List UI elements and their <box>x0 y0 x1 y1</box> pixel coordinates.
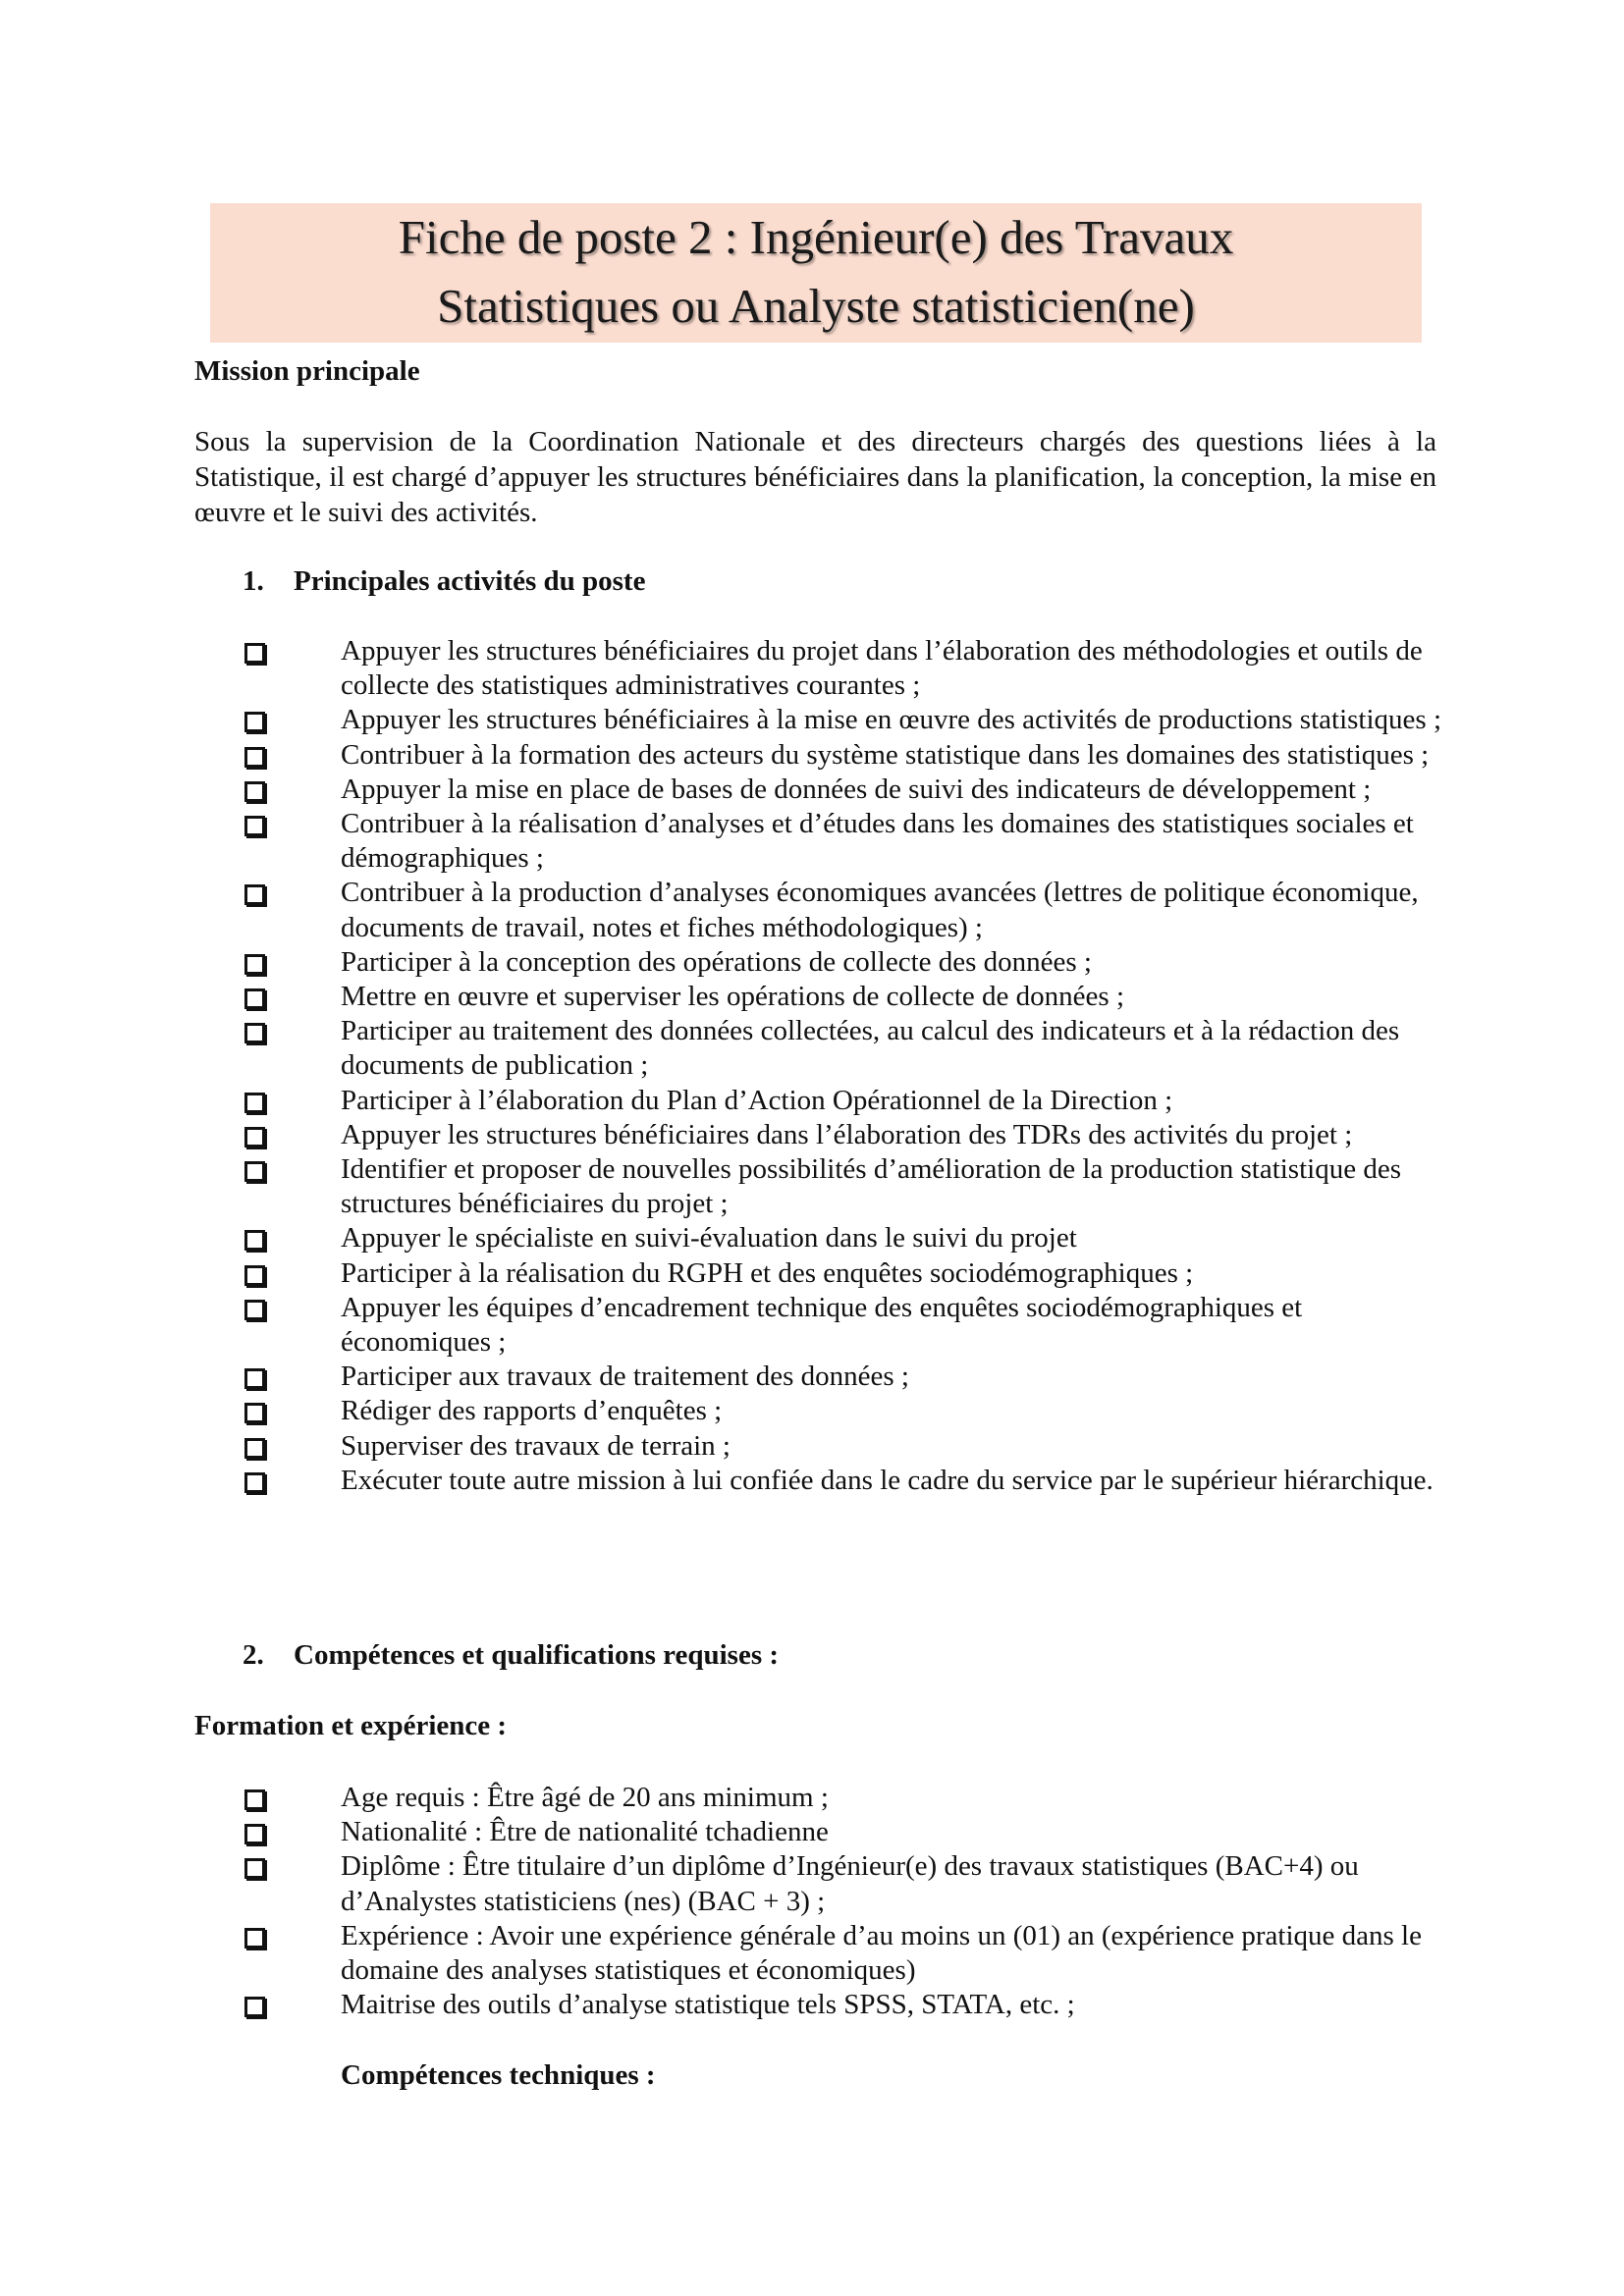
list-item: Participer à la conception des opérations de collecte des données ; <box>244 945 1452 980</box>
list-item: Participer à l’élaboration du Plan d’Action Opérationnel de la Direction ; <box>244 1084 1452 1118</box>
list-item: Appuyer le spécialiste en suivi-évaluation dans le suivi du projet <box>244 1221 1452 1255</box>
checkbox-bullet-icon <box>244 1023 265 1043</box>
mission-heading: Mission principale <box>194 355 420 387</box>
section-2-title: Compétences et qualifications requises : <box>294 1639 780 1671</box>
section-2-heading <box>243 1637 779 1673</box>
checkbox-bullet-icon <box>244 1093 265 1113</box>
list-item: Contribuer à la production d’analyses économiques avancées (lettres de politique économique, documents de travail, notes et fiches méthodologiques) ; <box>244 876 1452 944</box>
section-1-heading <box>243 563 645 599</box>
section-2-number: 2. <box>243 1639 264 1671</box>
document-title-line-2: Statistiques ou Analyste statisticien(ne) <box>437 279 1195 333</box>
checkbox-bullet-icon <box>244 1368 265 1389</box>
section-1-number: 1. <box>243 565 264 597</box>
list-item: Age requis : Être âgé de 20 ans minimum ; <box>244 1781 1452 1815</box>
list-item: Appuyer les structures bénéficiaires à la mise en œuvre des activités de productions statistiques ; <box>244 703 1452 737</box>
list-item: Appuyer la mise en place de bases de données de suivi des indicateurs de développement ; <box>244 773 1452 807</box>
list-item: Diplôme : Être titulaire d’un diplôme d’Ingénieur(e) des travaux statistiques (BAC+4) ou d’Analystes statisticiens (nes) (BAC + 3) ; <box>244 1849 1452 1918</box>
list-item: Superviser des travaux de terrain ; <box>244 1429 1452 1464</box>
checkbox-bullet-icon <box>244 1265 265 1286</box>
checkbox-bullet-icon <box>244 1928 265 1949</box>
list-item: Appuyer les équipes d’encadrement technique des enquêtes sociodémographiques et économiques ; <box>244 1291 1452 1360</box>
document-title-line-1: Fiche de poste 2 : Ingénieur(e) des Travaux <box>398 210 1234 264</box>
checkbox-bullet-icon <box>244 1161 265 1182</box>
checkbox-bullet-icon <box>244 988 265 1009</box>
list-item: Contribuer à la formation des acteurs du système statistique dans les domaines des statistiques ; <box>244 738 1452 773</box>
list-item: Identifier et proposer de nouvelles possibilités d’amélioration de la production statistique des structures bénéficiaires du projet ; <box>244 1152 1452 1221</box>
checkbox-bullet-icon <box>244 1858 265 1879</box>
checkbox-bullet-icon <box>244 1824 265 1844</box>
mission-paragraph: Sous la supervision de la Coordination Nationale et des directeurs chargés des questions liées à la Statistique, il est chargé d’appuyer les structures bénéficiaires dans la planification, la conception, la mise en œuvre et le suivi des activités. <box>194 426 1436 528</box>
formation-heading: Formation et expérience : <box>194 1710 508 1741</box>
checkbox-bullet-icon <box>244 1127 265 1148</box>
checkbox-bullet-icon <box>244 781 265 802</box>
checkbox-bullet-icon <box>244 884 265 905</box>
list-item: Expérience : Avoir une expérience générale d’au moins un (01) an (expérience pratique dans le domaine des analyses statistiques et économiques) <box>244 1919 1452 1988</box>
competences-heading: Compétences techniques : <box>341 2059 656 2091</box>
list-item: Contribuer à la réalisation d’analyses et d’études dans les domaines des statistiques sociales et démographiques ; <box>244 807 1452 876</box>
checkbox-bullet-icon <box>244 816 265 836</box>
checkbox-bullet-icon <box>244 712 265 732</box>
section-1-title: Principales activités du poste <box>294 565 646 597</box>
checkbox-bullet-icon <box>244 643 265 664</box>
checkbox-bullet-icon <box>244 1472 265 1493</box>
checkbox-bullet-icon <box>244 954 265 975</box>
list-item: Appuyer les structures bénéficiaires du projet dans l’élaboration des méthodologies et outils de collecte des statistiques administratives courantes ; <box>244 634 1452 703</box>
checkbox-bullet-icon <box>244 1997 265 2017</box>
list-item: Exécuter toute autre mission à lui confiée dans le cadre du service par le supérieur hiérarchique. <box>244 1464 1452 1498</box>
checkbox-bullet-icon <box>244 747 265 768</box>
list-item: Participer à la réalisation du RGPH et des enquêtes sociodémographiques ; <box>244 1256 1452 1291</box>
activities-list <box>244 634 1452 1498</box>
list-item: Nationalité : Être de nationalité tchadienne <box>244 1815 1452 1849</box>
list-item: Rédiger des rapports d’enquêtes ; <box>244 1394 1452 1428</box>
checkbox-bullet-icon <box>244 1230 265 1251</box>
list-item: Participer au traitement des données collectées, au calcul des indicateurs et à la rédaction des documents de publication ; <box>244 1014 1452 1083</box>
list-item: Maitrise des outils d’analyse statistique tels SPSS, STATA, etc. ; <box>244 1988 1452 2022</box>
formation-list <box>244 1781 1452 2022</box>
list-item: Appuyer les structures bénéficiaires dans l’élaboration des TDRs des activités du projet ; <box>244 1118 1452 1152</box>
checkbox-bullet-icon <box>244 1789 265 1810</box>
checkbox-bullet-icon <box>244 1403 265 1423</box>
list-item: Participer aux travaux de traitement des données ; <box>244 1360 1452 1394</box>
document-title-banner <box>210 203 1422 343</box>
list-item: Mettre en œuvre et superviser les opérations de collecte de données ; <box>244 980 1452 1014</box>
checkbox-bullet-icon <box>244 1300 265 1320</box>
checkbox-bullet-icon <box>244 1438 265 1459</box>
